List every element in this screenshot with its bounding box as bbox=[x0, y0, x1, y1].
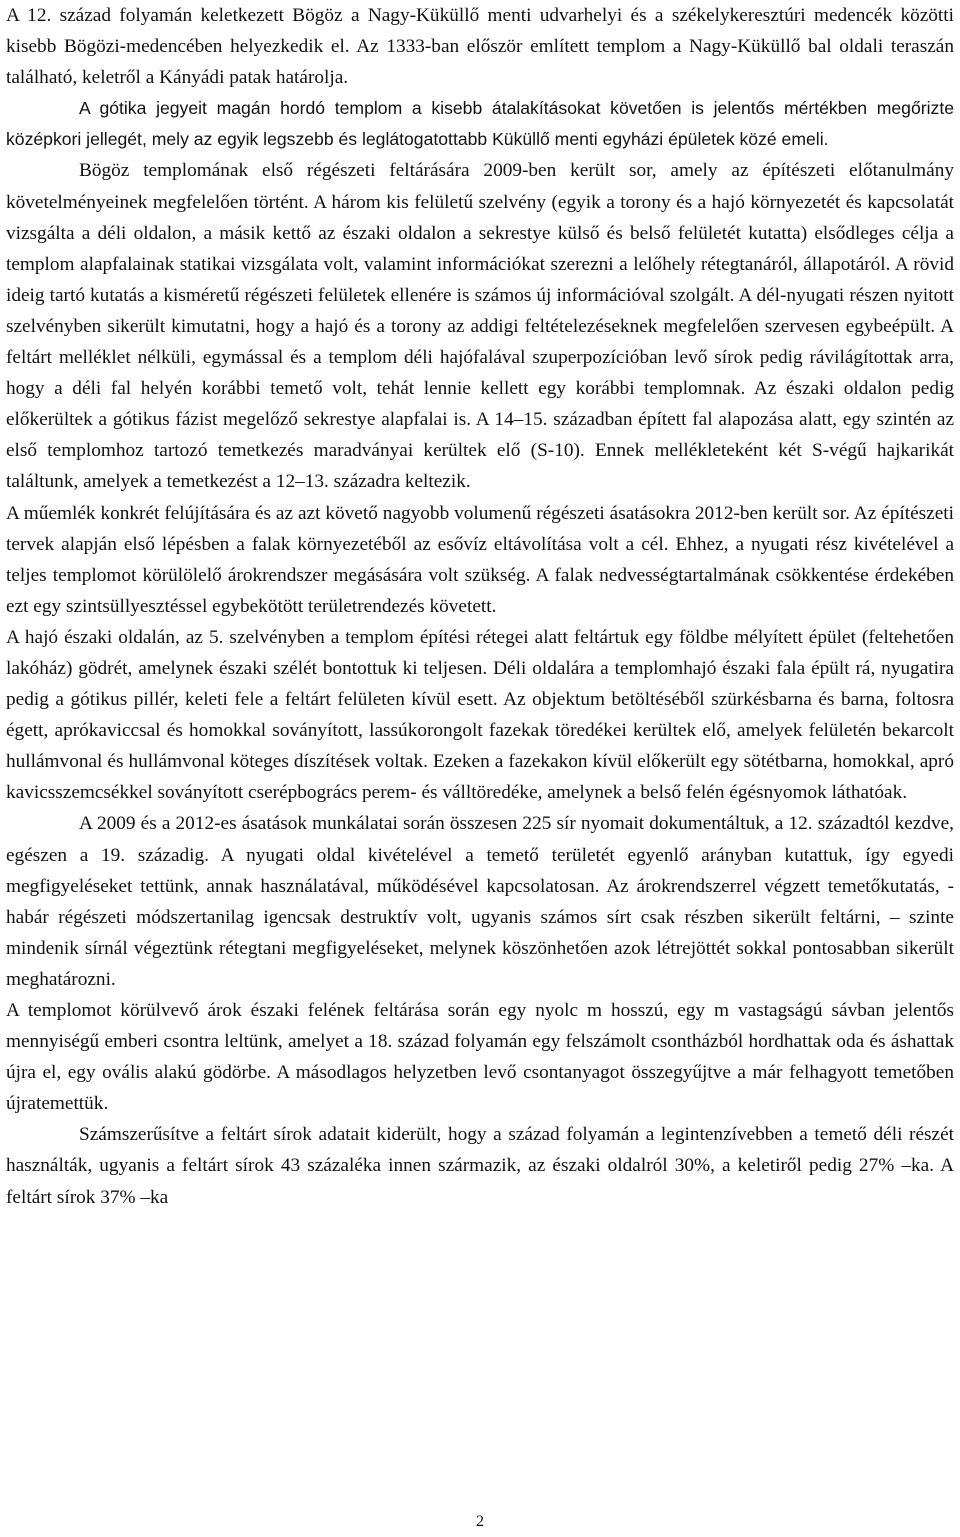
page-number: 2 bbox=[476, 1513, 484, 1530]
paragraph-3: Bögöz templomának első régészeti feltárására 2009-ben került sor, amely az építészeti előtanulmány követelményeinek megfelelően történt. A három kis felületű szelvény (egyik a torony és a hajó környezetét és kapcsolatát vizsgálta a déli oldalon, a másik kettő az északi oldalon a sekrestye külső és belső felületét kutatta) elsődleges célja a templom alapfalainak statikai vizsgálata volt, valamint információkat szerezni a lelőhely rétegtanáról, állapotáról. A rövid ideig tartó kutatás a kisméretű régészeti felületek ellenére is számos új információval szolgált. A dél-nyugati részen nyitott szelvényben sikerült kimutatni, hogy a hajó és a torony az addigi feltételezéseknek megfelelően szervesen egybeépült. A feltárt melléklet nélküli, egymással és a templom déli hajófalával szuperpozícióban levő sírok pedig rávilágítottak arra, hogy a déli fal helyén korábbi temető volt, tehát lennie kellett egy korábbi templomnak. Az északi oldalon pedig előkerültek a gótikus fázist megelőző sekrestye alapfalai is. A 14–15. században épített fal alapozása alatt, egy szintén az első templomhoz tartozó temetkezés maradványai kerültek elő (S-10). Ennek mellékleteként két S-végű hajkarikát találtunk, amelyek a temetkezést a 12–13. századra keltezik. bbox=[6, 160, 954, 493]
paragraph-1: A 12. század folyamán keletkezett Bögöz a Nagy-Küküllő menti udvarhelyi és a székelykeresztúri medencék közötti kisebb Bögözi-medencében helyezkedik el. Az 1333-ban először említett templom a Nagy-Küküllő bal oldali teraszán található, keletről a Kányádi patak határolja. bbox=[6, 5, 954, 89]
paragraph-6: A 2009 és a 2012-es ásatások munkálatai során összesen 225 sír nyomait dokumentáltuk, a 12. századtól kezdve, egészen a 19. századig. A nyugati oldal kivételével a temető területét egyenlő arányban kutattuk, így egyedi megfigyeléseket tettünk, annak használatával, működésével kapcsolatosan. Az árokrendszerrel végzett temetőkutatás, - habár régészeti módszertanilag igencsak destruktív volt, ugyanis számos sírt csak részben sikerült feltárni, – szinte mindenik sírnál végeztünk rétegtani megfigyeléseket, melynek köszönhetően azok létrejöttét sokkal pontosabban sikerült meghatározni. bbox=[6, 813, 954, 990]
paragraph-4: A műemlék konkrét felújítására és az azt követő nagyobb volumenű régészeti ásatásokra 2012-ben került sor. Az építészeti tervek alapján első lépésben a falak környezetéből az esővíz eltávolítása volt a cél. Ehhez, a nyugati rész kivételével a teljes templomot körülölelő árokrendszer megásására volt szükség. A falak nedvességtartalmának csökkentése érdekében ezt egy szintsüllyesztéssel egybekötött területrendezés követett. bbox=[6, 502, 954, 617]
document-page bbox=[6, 0, 954, 1213]
paragraph-2: A gótika jegyeit magán hordó templom a kisebb átalakításokat követően is jelentős mértékben megőrizte középkori jellegét, mely az egyik legszebb és leglátogatottabb Küküllő menti egyházi épületek közé emeli. bbox=[6, 98, 954, 150]
paragraph-7: A templomot körülvevő árok északi felének feltárása során egy nyolc m hosszú, egy m vastagságú sávban jelentős mennyiségű emberi csontra leltünk, amelyet a 18. század folyamán egy felszámolt csontházból hordhattak oda és áshattak újra el, egy ovális alakú gödörbe. A másodlagos helyzetben levő csontanyagot összegyűjtve a már felhagyott temetőben újratemettük. bbox=[6, 1000, 954, 1115]
paragraph-8: Számszerűsítve a feltárt sírok adatait kiderült, hogy a század folyamán a legintenzívebben a temető déli részét használták, ugyanis a feltárt sírok 43 százaléka innen származik, az északi oldalról 30%, a keletiről pedig 27% –ka. A feltárt sírok 37% –ka bbox=[6, 1124, 954, 1208]
paragraph-5: A hajó északi oldalán, az 5. szelvényben a templom építési rétegei alatt feltártuk egy földbe mélyített épület (feltehetően lakóház) gödrét, amelynek északi szélét bontottuk ki teljesen. Déli oldalára a templomhajó északi fala épült rá, nyugatira pedig a gótikus pillér, keleti fele a feltárt felületen kívül esett. Az objektum betöltéséből szürkésbarna és barna, foltosra égett, aprókaviccsal és homokkal soványított, lassúkorongolt fazekak töredékei kerültek elő, amelyek felületén bekarcolt hullámvonal és hullámvonal köteges díszítések voltak. Ezeken a fazekakon kívül előkerült egy sötétbarna, homokkal, apró kavicsszemcsékkel soványított cserépbogrács perem- és válltöredéke, amelynek a belső felén égésnyomok láthatóak. bbox=[6, 626, 954, 804]
